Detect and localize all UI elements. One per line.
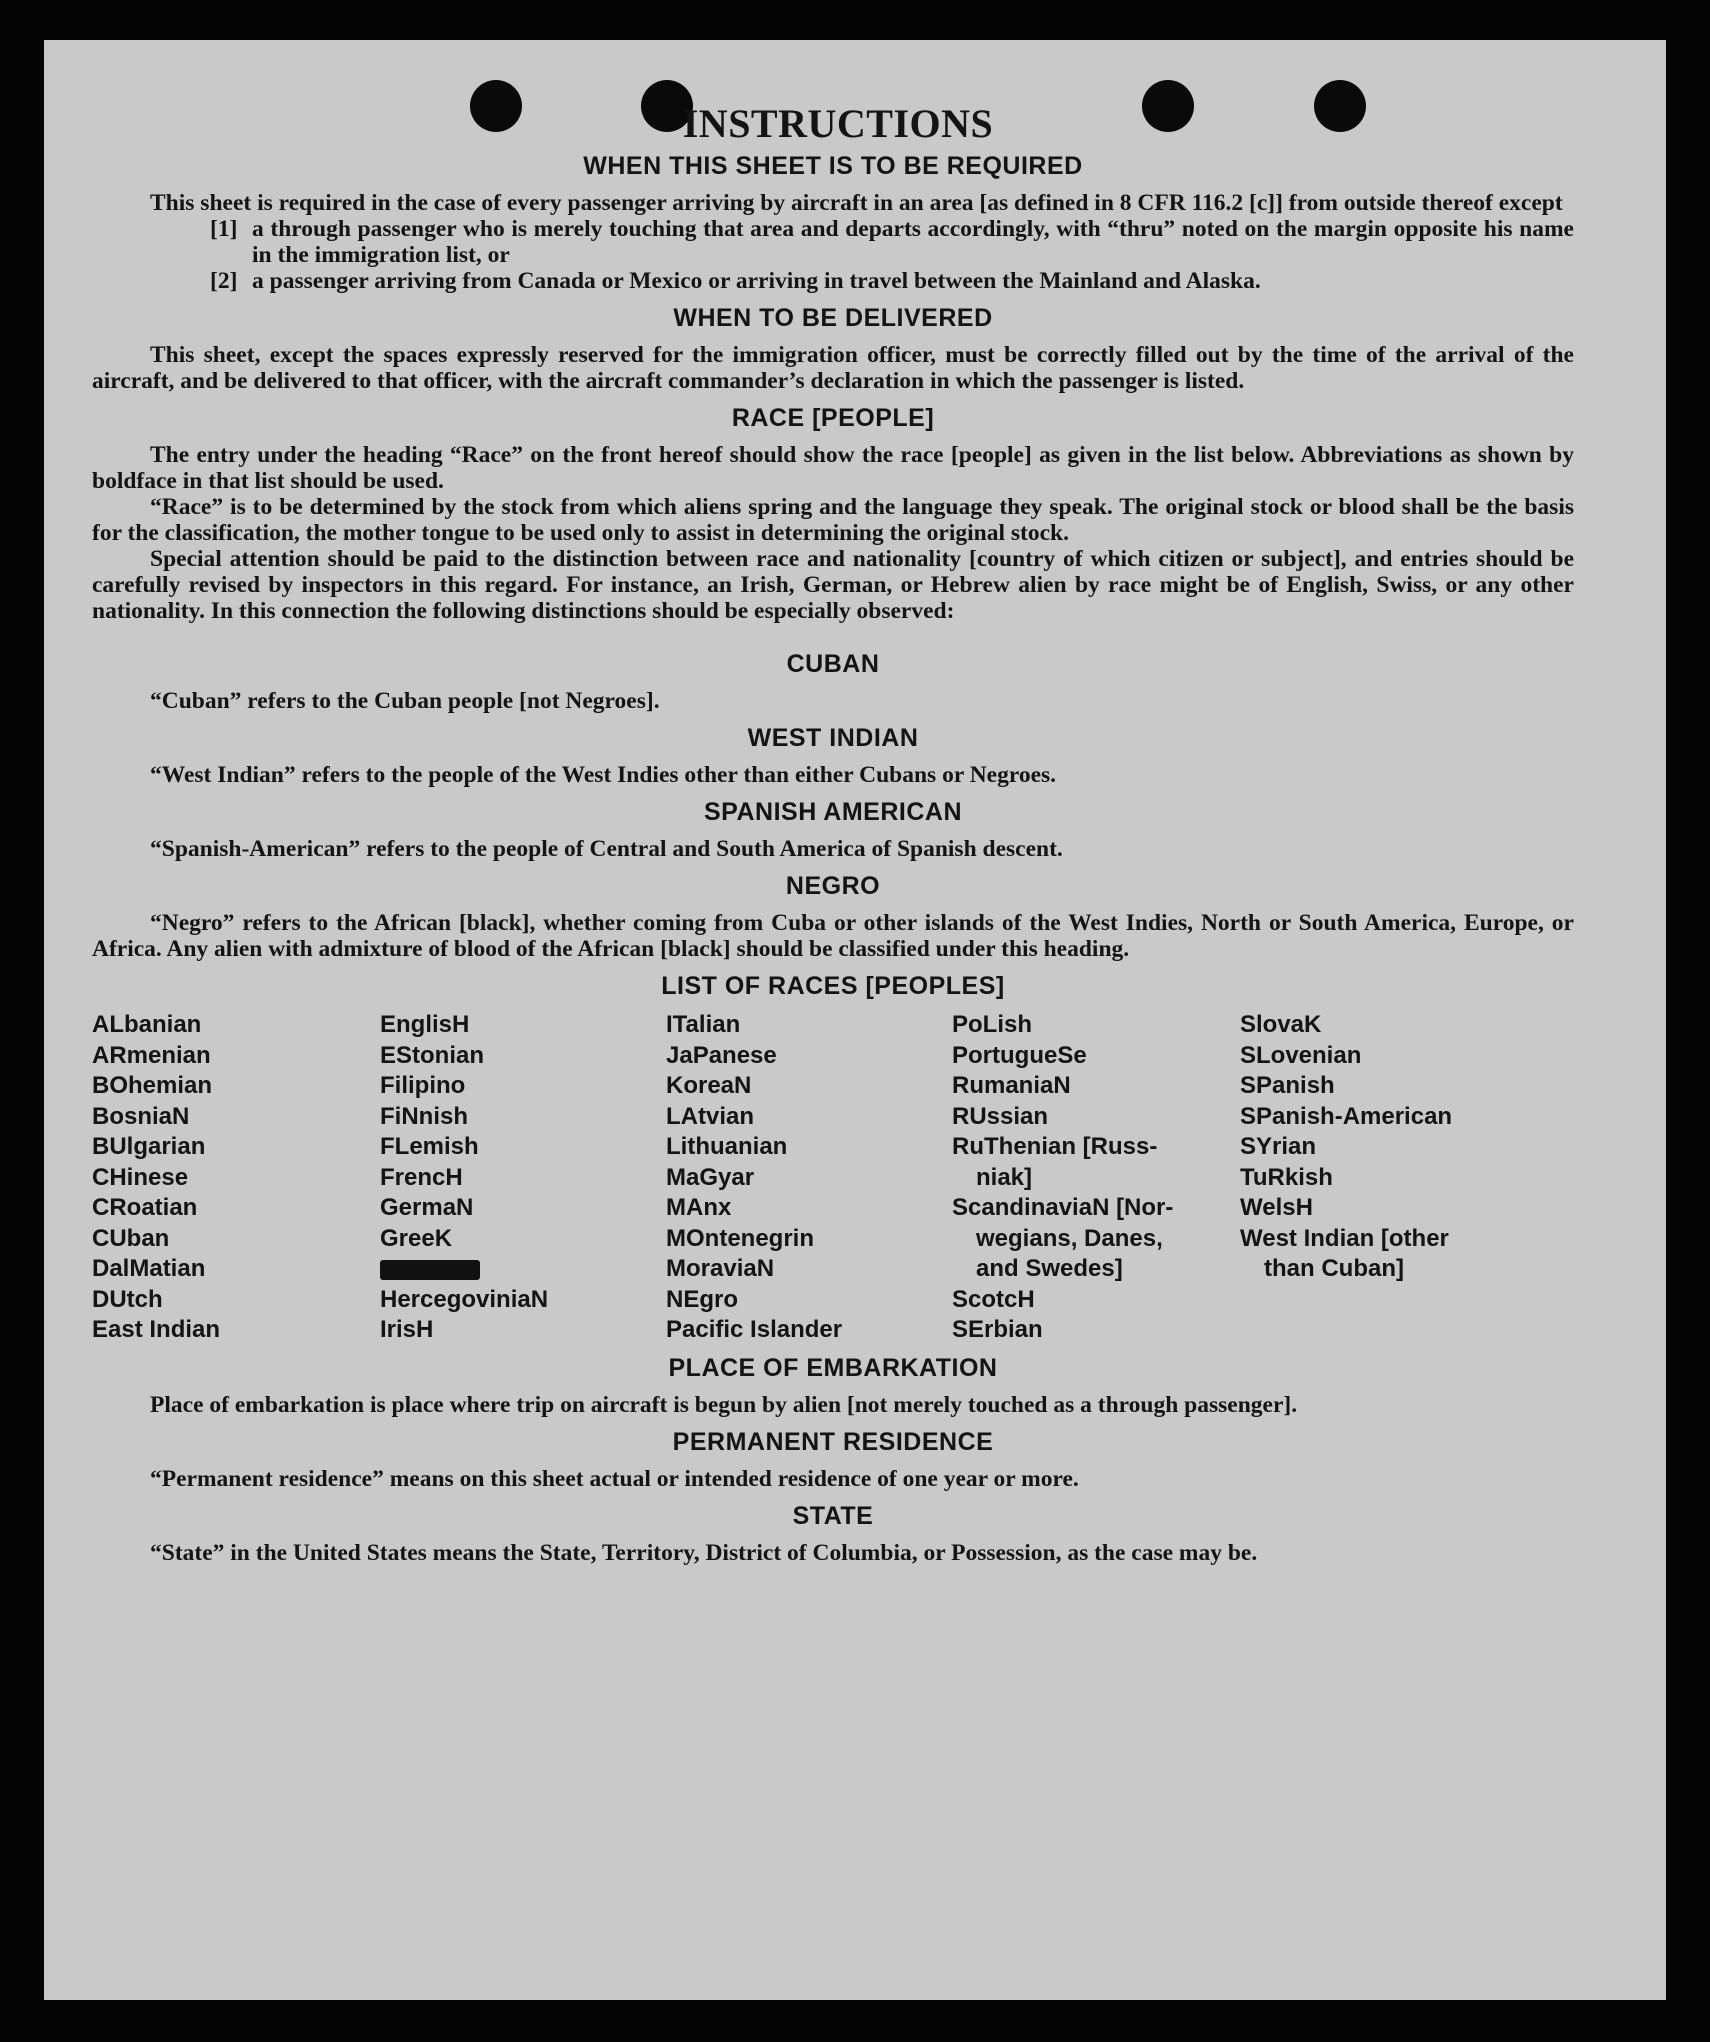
race-entry: FLemish: [380, 1133, 479, 1160]
race-entry: RUssian: [952, 1102, 1049, 1130]
races-column-5: [1240, 1010, 1574, 1346]
races-column-2-upper: [380, 1010, 666, 1254]
heading-cuban: CUBAN: [786, 650, 880, 678]
delivered-text: This sheet, except the spaces expressly reserved for the immigration officer, must be correctly filled out by the time of the arrival of the aircraft, and be delivered to that officer, with the aircraft commander’s declaration in which the passenger is listed.: [92, 342, 1574, 394]
heading-race: RACE [PEOPLE]: [731, 404, 935, 432]
race-entry: SPanish: [1240, 1072, 1335, 1099]
race-entry: LAtvian: [666, 1102, 755, 1130]
race-entry: wegians, Danes,: [976, 1224, 1163, 1252]
cuban-text: “Cuban” refers to the Cuban people [not Negroes].: [150, 688, 660, 714]
embarkation-text: Place of embarkation is place where trip on aircraft is begun by alien [not merely touched as a through passenger].: [150, 1391, 1298, 1418]
race-entry: Lithuanian: [666, 1133, 788, 1160]
heading-delivered: WHEN TO BE DELIVERED: [673, 304, 993, 332]
race-entry: EnglisH: [380, 1011, 470, 1038]
race-entry: SYrian: [1240, 1133, 1317, 1160]
heading-races-list: LIST OF RACES [PEOPLES]: [661, 972, 1005, 1000]
heading-state: STATE: [792, 1501, 874, 1530]
instructions-content: [92, 102, 1574, 1566]
race-entry: DUtch: [92, 1285, 163, 1313]
race-entry: TuRkish: [1240, 1163, 1333, 1191]
redaction-mark: [380, 1260, 480, 1280]
west-indian-text: “West Indian” refers to the people of the West Indies other than either Cubans or Negroes.: [150, 762, 1057, 788]
race-entry: IrisH: [380, 1316, 434, 1343]
page-title: INSTRUCTIONS: [682, 101, 994, 146]
race-entry: West Indian [other: [1240, 1224, 1449, 1252]
race-entry: ITalian: [666, 1011, 741, 1038]
race-entry: MOntenegrin: [666, 1224, 814, 1252]
heading-spanish-american: SPANISH AMERICAN: [703, 798, 962, 826]
race-entry: FiNnish: [380, 1102, 468, 1130]
race-entry: HercegoviniaN: [380, 1285, 549, 1313]
race-entry: niak]: [976, 1163, 1033, 1191]
clause-1: [210, 216, 1574, 268]
negro-text: “Negro” refers to the African [black], whether coming from Cuba or other islands of the West Indies, North or South America, Europe, or Africa. Any alien with admixture of blood of the African [black] should be classified under this heading.: [92, 910, 1574, 962]
race-entry: RuThenian [Russ-: [952, 1133, 1158, 1160]
race-entry: WelsH: [1240, 1194, 1313, 1221]
race-entry: ScotcH: [952, 1285, 1035, 1313]
race-paragraph-2: “Race” is to be determined by the stock from which aliens spring and the language they speak. The original stock or blood shall be the basis for the classification, the mother tongue to be used only to assist in determining the original stock.: [92, 494, 1574, 546]
race-entry: ARmenian: [92, 1041, 211, 1069]
race-entry: than Cuban]: [1264, 1255, 1404, 1282]
required-intro: This sheet is required in the case of every passenger arriving by aircraft in an area [as defined in 8 CFR 116.2 [c]] from outside thereof except: [150, 190, 1563, 216]
clause-2-number: [2]: [210, 268, 238, 294]
race-entry: NEgro: [666, 1285, 738, 1313]
races-column-1: [92, 1010, 380, 1346]
races-column-2: [380, 1010, 666, 1346]
heading-permanent-residence: PERMANENT RESIDENCE: [672, 1427, 994, 1456]
race-entry: and Swedes]: [976, 1255, 1123, 1282]
races-column-4-upper: [952, 1010, 1240, 1163]
race-entry: SErbian: [952, 1316, 1043, 1343]
heading-required: WHEN THIS SHEET IS TO BE REQUIRED: [583, 152, 1083, 180]
residence-text: “Permanent residence” means on this sheet actual or intended residence of one year or more.: [150, 1465, 1079, 1492]
races-column-4-wrapped: [952, 1224, 1240, 1285]
race-entry: FrencH: [380, 1163, 463, 1191]
races-column-3: [666, 1010, 952, 1346]
race-entry: EStonian: [380, 1041, 485, 1069]
redacted-entry: [380, 1254, 666, 1285]
clause-2-text: a passenger arriving from Canada or Mexico or arriving in travel between the Mainland and Alaska.: [252, 268, 1261, 294]
race-entry: PortugueSe: [952, 1041, 1087, 1069]
races-column-5-upper: [1240, 1010, 1574, 1254]
race-entry: CHinese: [92, 1163, 189, 1191]
race-entry: MaGyar: [666, 1163, 755, 1191]
race-entry: GermaN: [380, 1194, 474, 1221]
race-entry: GreeK: [380, 1224, 453, 1252]
race-entry: SLovenian: [1240, 1041, 1362, 1069]
heading-negro: NEGRO: [785, 872, 881, 900]
clause-1-number: [1]: [210, 216, 238, 242]
race-entry: SlovaK: [1240, 1011, 1322, 1038]
race-entry: CRoatian: [92, 1194, 198, 1221]
races-column-4: [952, 1010, 1240, 1346]
race-entry: ScandinaviaN [Nor-: [952, 1194, 1174, 1221]
race-entry: Pacific Islander: [666, 1316, 843, 1343]
race-entry: Filipino: [380, 1072, 466, 1099]
race-entry: DalMatian: [92, 1255, 206, 1282]
spanish-american-text: “Spanish-American” refers to the people of Central and South America of Spanish descent.: [150, 836, 1063, 862]
race-entry: CUban: [92, 1224, 170, 1252]
race-entry: MAnx: [666, 1194, 732, 1221]
state-text: “State” in the United States means the State, Territory, District of Columbia, or Possession, as the case may be.: [150, 1539, 1258, 1566]
races-column-2-lower: [380, 1285, 666, 1346]
race-entry: MoraviaN: [666, 1255, 775, 1282]
clause-2: [210, 268, 1574, 294]
races-list: [92, 1010, 1574, 1346]
race-entry: BUlgarian: [92, 1133, 206, 1160]
races-column-4-lower: [952, 1285, 1240, 1346]
heading-embarkation: PLACE OF EMBARKATION: [668, 1353, 998, 1382]
race-entry: BOhemian: [92, 1072, 213, 1099]
heading-west-indian: WEST INDIAN: [747, 724, 919, 752]
race-entry: RumaniaN: [952, 1072, 1071, 1099]
race-paragraph-1: The entry under the heading “Race” on the front hereof should show the race [people] as given in the list below. Abbreviations as shown by boldface in that list should be used.: [92, 442, 1574, 494]
race-entry: SPanish-American: [1240, 1102, 1453, 1130]
race-entry: KoreaN: [666, 1072, 752, 1099]
race-entry: East Indian: [92, 1316, 221, 1343]
race-entry: BosniaN: [92, 1102, 190, 1130]
clause-1-text: a through passenger who is merely touching that area and departs accordingly, with “thru” noted on the margin opposite his name in the immigration list, or: [252, 216, 1574, 268]
race-paragraph-3: Special attention should be paid to the distinction between race and nationality [country of which citizen or subject], and entries should be carefully revised by inspectors in this regard. For instance, an Irish, German, or Hebrew alien by race might be of English, Swiss, or any other nationality. In this connection the following distinctions should be especially observed:: [92, 546, 1574, 624]
race-entry: JaPanese: [666, 1041, 777, 1069]
race-entry: PoLish: [952, 1011, 1033, 1038]
race-entry: ALbanian: [92, 1011, 202, 1038]
